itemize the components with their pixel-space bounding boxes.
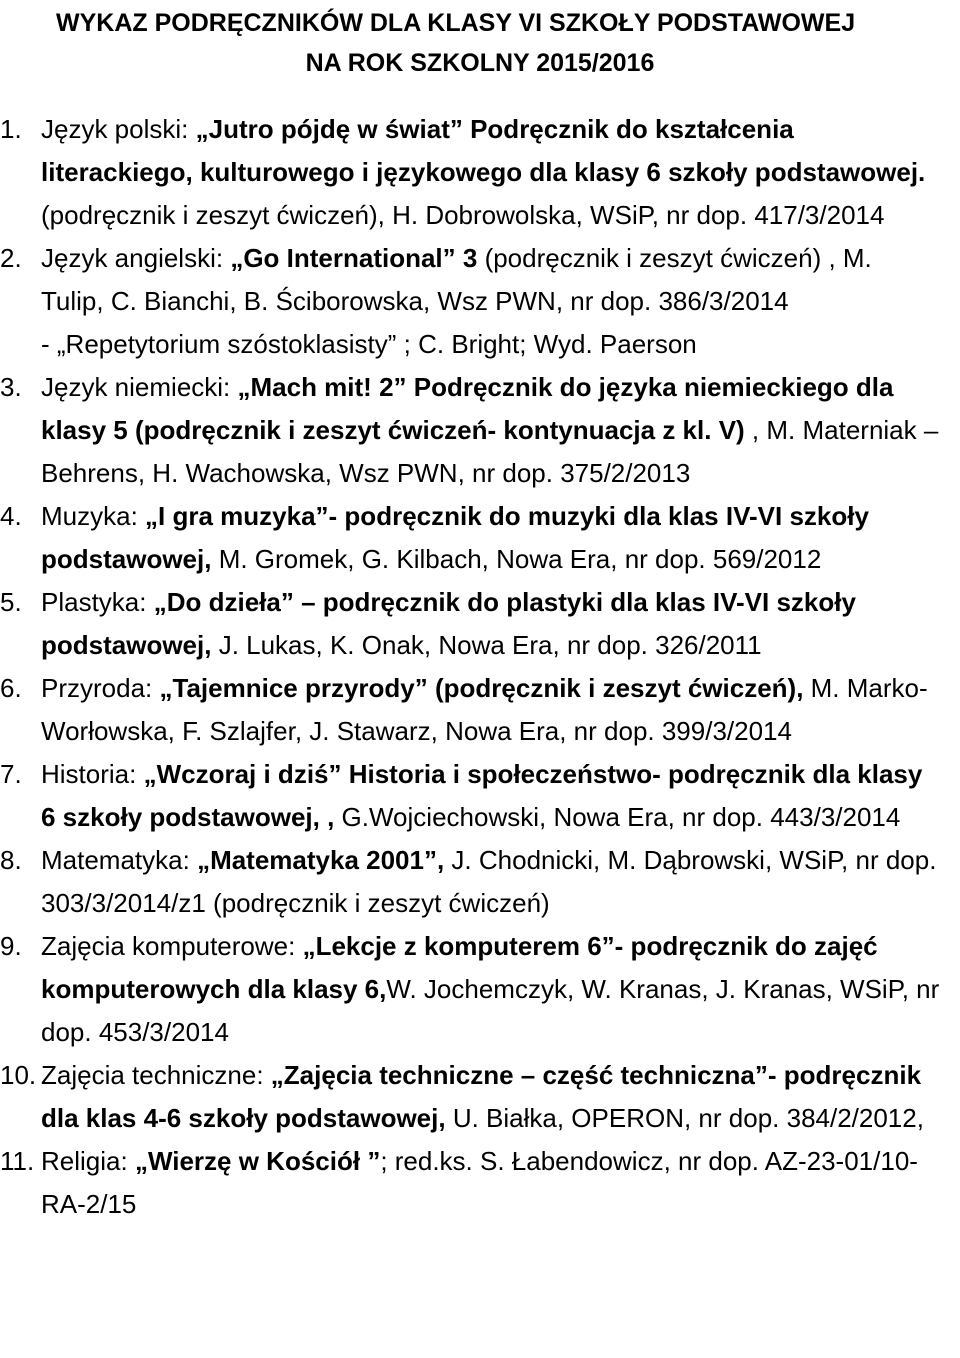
item-subject: Plastyka: [41, 587, 154, 617]
item-details: (podręcznik i zeszyt ćwiczeń) , M. Tulip, C. Bianchi, B. Ściborowska, Wsz PWN, nr dop. 386/3/2014 [41, 243, 872, 316]
list-item [0, 667, 940, 753]
item-subject: Muzyka: [41, 501, 146, 531]
list-item [0, 108, 940, 237]
item-subject: Przyroda: [41, 673, 160, 703]
item-number: 7. [0, 759, 22, 789]
item-subject: Język niemiecki: [41, 372, 238, 402]
list-item [0, 495, 940, 581]
item-number: 9. [0, 931, 22, 961]
item-subject: Język polski: [41, 114, 196, 144]
list-item [0, 925, 940, 1054]
item-details: M. Marko- Worłowska, F. Szlajfer, J. Stawarz, Nowa Era, nr dop. 399/3/2014 [41, 673, 928, 746]
item-book-title: „I gra muzyka”- podręcznik do muzyki dla klas IV-VI szkoły podstawowej, [41, 501, 869, 574]
item-number: 10. [0, 1060, 37, 1090]
item-details: M. Gromek, G. Kilbach, Nowa Era, nr dop. 569/2012 [211, 544, 822, 574]
list-item [0, 366, 940, 495]
item-number: 8. [0, 845, 22, 875]
item-details: W. Jochemczyk, W. Kranas, J. Kranas, WSiP, nr dop. 453/3/2014 [41, 974, 940, 1047]
item-extra: - „Repetytorium szóstoklasisty” ; C. Bright; Wyd. Paerson [41, 329, 697, 359]
item-subject: Zajęcia techniczne: [41, 1060, 271, 1090]
item-details: (podręcznik i zeszyt ćwiczeń), H. Dobrowolska, WSiP, nr dop. 417/3/2014 [41, 200, 885, 230]
item-book-title: „Lekcje z komputerem 6”- podręcznik do zajęć komputerowych dla klasy 6, [41, 931, 878, 1004]
school-year-title: NA ROK SZKOLNY 2015/2016 [305, 49, 655, 77]
list-item [0, 237, 940, 366]
item-details: J. Chodnicki, M. Dąbrowski, WSiP, nr dop. 303/3/2014/z1 (podręcznik i zeszyt ćwiczeń) [41, 845, 937, 918]
item-number: 4. [0, 501, 22, 531]
item-subject: Zajęcia komputerowe: [41, 931, 303, 961]
list-item [0, 753, 940, 839]
item-subject: Matematyka: [41, 845, 198, 875]
list-item [0, 1054, 940, 1140]
list-item [0, 839, 940, 925]
item-book-title: „Wierzę w Kościół ” [134, 1146, 381, 1176]
item-number: 3. [0, 372, 22, 402]
item-details: U. Białka, OPERON, nr dop. 384/2/2012, [445, 1103, 924, 1133]
item-subject: Religia: [41, 1146, 135, 1176]
item-book-title: „Mach mit! 2” Podręcznik do języka niemieckiego dla klasy 5 (podręcznik i zeszyt ćwiczeń- kontynuacja z kl. V) [41, 372, 894, 445]
item-number: 2. [0, 243, 22, 273]
item-book-title: „Do dzieła” – podręcznik do plastyki dla klas IV-VI szkoły podstawowej, [41, 587, 856, 660]
item-book-title: „Tajemnice przyrody” (podręcznik i zeszyt ćwiczeń), [159, 673, 804, 703]
item-book-title: „Wczoraj i dziś” Historia i społeczeństwo- podręcznik dla klasy 6 szkoły podstawowej, , [41, 759, 923, 832]
item-number: 1. [0, 114, 22, 144]
item-subject: Historia: [41, 759, 144, 789]
item-number: 11. [0, 1146, 35, 1176]
item-number: 6. [0, 673, 22, 703]
item-details: G.Wojciechowski, Nowa Era, nr dop. 443/3/2014 [334, 802, 901, 832]
list-item [0, 581, 940, 667]
item-details: J. Lukas, K. Onak, Nowa Era, nr dop. 326/2011 [211, 630, 762, 660]
item-subject: Język angielski: [41, 243, 231, 273]
item-details: ; red.ks. S. Łabendowicz, nr dop. AZ-23-01/10-RA-2/15 [41, 1146, 918, 1219]
textbook-list [0, 108, 940, 1226]
item-details: , M. Materniak – Behrens, H. Wachowska, Wsz PWN, nr dop. 375/2/2013 [41, 415, 939, 488]
list-item [0, 1140, 940, 1226]
document-title: WYKAZ PODRĘCZNIKÓW DLA KLASY VI SZKOŁY PODSTAWOWEJ [56, 9, 856, 37]
item-number: 5. [0, 587, 22, 617]
item-book-title: „Go International” 3 [230, 243, 478, 273]
item-book-title: „Jutro pójdę w świat” Podręcznik do kształcenia literackiego, kulturowego i językowego dla klasy 6 szkoły podstawowej. [41, 114, 926, 187]
item-book-title: „Matematyka 2001”, [197, 845, 445, 875]
item-book-title: „Zajęcia techniczne – część techniczna”- podręcznik dla klas 4-6 szkoły podstawowej, [41, 1060, 922, 1133]
